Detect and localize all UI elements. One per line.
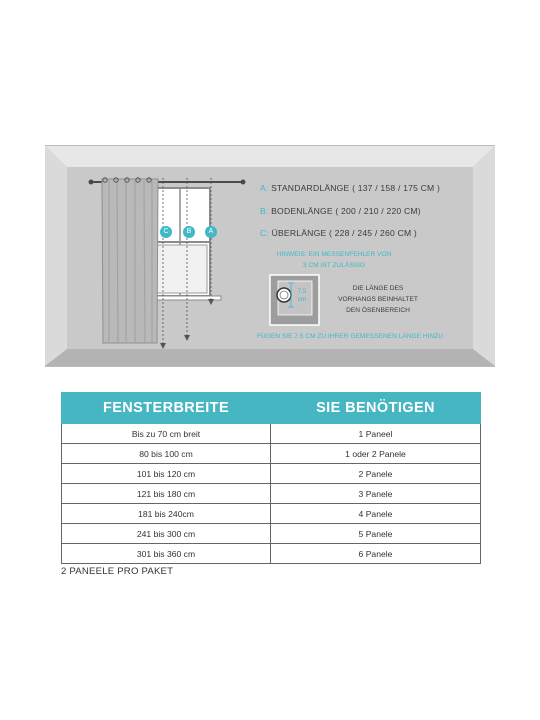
table-row bbox=[62, 504, 481, 524]
cell-panels: 1 Paneel bbox=[271, 424, 481, 444]
table-row bbox=[62, 484, 481, 504]
header-panels-needed: SIE BENÖTIGEN bbox=[271, 393, 481, 424]
curtain-panel bbox=[102, 179, 158, 343]
spec-c bbox=[260, 228, 417, 238]
window-lower-pane bbox=[153, 245, 207, 293]
rod-finial-left bbox=[89, 180, 94, 185]
eyelet-note bbox=[328, 283, 428, 316]
spec-c-key: C: bbox=[260, 228, 269, 238]
marker-c: C bbox=[160, 226, 172, 238]
eyelet-note-line-3: DEN ÖSENBEREICH bbox=[346, 307, 410, 314]
panel-size-table bbox=[61, 392, 481, 564]
marker-a: A bbox=[205, 226, 217, 238]
left-wall bbox=[45, 145, 67, 366]
cell-width: 301 bis 360 cm bbox=[62, 544, 271, 564]
spec-a-text: STANDARDLÄNGE ( 137 / 158 / 175 CM ) bbox=[271, 183, 441, 193]
eyelet-note-line-2: VORHANGS BEINHALTET bbox=[338, 296, 418, 303]
eyelet-measure-label bbox=[294, 288, 310, 304]
curtain-measurement-diagram bbox=[45, 145, 495, 367]
spec-c-text: ÜBERLÄNGE ( 228 / 245 / 260 CM ) bbox=[271, 228, 417, 238]
right-wall bbox=[473, 145, 495, 366]
hint-line-1: HINWEIS: EIN MESSENFEHLER VON bbox=[276, 251, 392, 258]
eyelet-note-line-1: DIE LÄNGE DES bbox=[352, 285, 404, 292]
marker-b: B bbox=[183, 226, 195, 238]
header-window-width: FENSTERBREITE bbox=[62, 393, 271, 424]
spec-b-text: BODENLÄNGE ( 200 / 210 / 220 CM) bbox=[271, 206, 421, 216]
cell-panels: 1 oder 2 Panele bbox=[271, 444, 481, 464]
spec-a bbox=[260, 183, 440, 193]
cell-panels: 5 Panele bbox=[271, 524, 481, 544]
cell-panels: 2 Panele bbox=[271, 464, 481, 484]
hint-line-2: 3 CM IST ZULÄSSIG bbox=[302, 262, 366, 269]
spec-b bbox=[260, 206, 421, 216]
table-row bbox=[62, 524, 481, 544]
rod-finial-right bbox=[241, 180, 246, 185]
spec-a-key: A: bbox=[260, 183, 269, 193]
table-row bbox=[62, 464, 481, 484]
table-header-row bbox=[62, 393, 481, 424]
cell-width: 101 bis 120 cm bbox=[62, 464, 271, 484]
cell-panels: 4 Panele bbox=[271, 504, 481, 524]
floor bbox=[45, 349, 495, 366]
cell-panels: 3 Panele bbox=[271, 484, 481, 504]
eyelet-measure-value: 7,5 bbox=[297, 288, 307, 295]
pack-note: 2 PANEELE PRO PAKET bbox=[61, 566, 174, 577]
spec-b-key: B: bbox=[260, 206, 269, 216]
cell-width: 121 bis 180 cm bbox=[62, 484, 271, 504]
eyelet-measure-unit: cm bbox=[297, 296, 307, 303]
cell-width: 241 bis 300 cm bbox=[62, 524, 271, 544]
table-row bbox=[62, 544, 481, 564]
cell-width: 80 bis 100 cm bbox=[62, 444, 271, 464]
measurement-hint bbox=[269, 249, 399, 271]
add-length-note: FÜGEN SIE 7.5 CM ZU IHRER GEMESSENEN LÄNGE HINZU bbox=[256, 333, 444, 340]
cell-width: Bis zu 70 cm breit bbox=[62, 424, 271, 444]
cell-width: 181 bis 240cm bbox=[62, 504, 271, 524]
table-row bbox=[62, 424, 481, 444]
cell-panels: 6 Panele bbox=[271, 544, 481, 564]
table-row bbox=[62, 444, 481, 464]
